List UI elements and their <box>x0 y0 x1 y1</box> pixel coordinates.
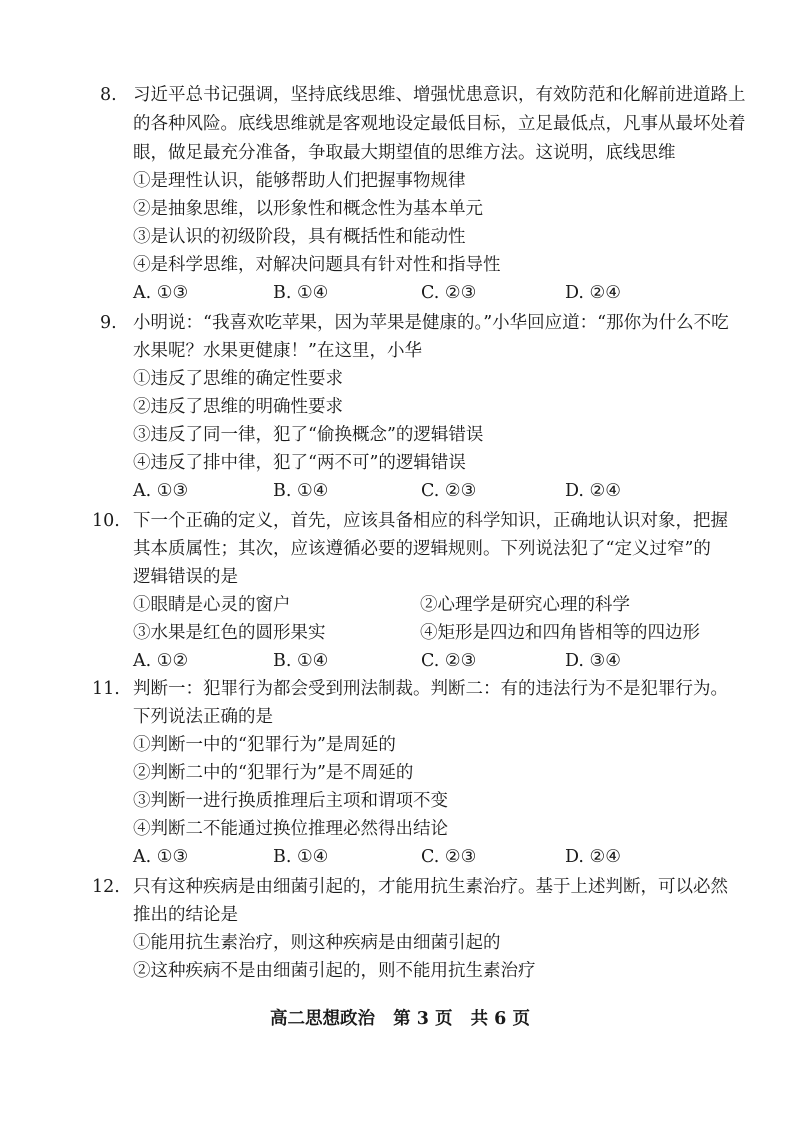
statement: ③违反了同一律，犯了“偷换概念”的逻辑错误 <box>133 425 484 445</box>
option-a: A. ①③ <box>133 283 189 303</box>
footer-total-pages: 共 6 页 <box>470 1009 530 1029</box>
option-a: A. ①② <box>133 651 189 671</box>
question-stem-line: 习近平总书记强调，坚持底线思维、增强忧患意识，有效防范和化解前进道路上 <box>133 85 746 105</box>
option-b: B. ①④ <box>273 481 329 501</box>
question-stem-line: 推出的结论是 <box>133 905 238 925</box>
footer-page-number: 第 3 页 <box>393 1009 453 1029</box>
statement: ①违反了思维的确定性要求 <box>133 369 343 389</box>
statement: ④矩形是四边和四角皆相等的四边形 <box>420 623 700 643</box>
statement: ④违反了排中律，犯了“两不可”的逻辑错误 <box>133 453 466 473</box>
question-stem-line: 下一个正确的定义，首先，应该具备相应的科学知识，正确地认识对象，把握 <box>133 511 728 531</box>
answer-options <box>133 846 753 868</box>
answer-options <box>133 650 753 672</box>
question-number: 11. <box>92 679 120 699</box>
option-c: C. ②③ <box>421 847 477 867</box>
statement: ①是理性认识，能够帮助人们把握事物规律 <box>133 171 466 191</box>
option-d: D. ②④ <box>565 481 621 501</box>
statement: ④判断二不能通过换位推理必然得出结论 <box>133 819 448 839</box>
question-number: 9. <box>100 313 117 333</box>
option-c: C. ②③ <box>421 283 477 303</box>
question-stem-line: 逻辑错误的是 <box>133 567 238 587</box>
option-b: B. ①④ <box>273 651 329 671</box>
question-stem-line: 水果呢？水果更健康！”在这里，小华 <box>133 341 422 361</box>
option-a: A. ①③ <box>133 481 189 501</box>
statement: ④是科学思维，对解决问题具有针对性和指导性 <box>133 255 501 275</box>
option-c: C. ②③ <box>421 651 477 671</box>
question-number: 12. <box>92 877 120 897</box>
statement: ①判断一中的“犯罪行为”是周延的 <box>133 735 396 755</box>
question-number: 10. <box>92 511 120 531</box>
question-stem-line: 眼，做足最充分准备，争取最大期望值的思维方法。这说明，底线思维 <box>133 143 676 163</box>
question-stem-line: 判断一：犯罪行为都会受到刑法制裁。判断二：有的违法行为不是犯罪行为。 <box>133 679 728 699</box>
statement: ②违反了思维的明确性要求 <box>133 397 343 417</box>
option-d: D. ②④ <box>565 283 621 303</box>
statement: ①眼睛是心灵的窗户 <box>133 595 291 615</box>
option-d: D. ③④ <box>565 651 621 671</box>
question-number: 8. <box>100 85 117 105</box>
option-c: C. ②③ <box>421 481 477 501</box>
statement: ①能用抗生素治疗，则这种疾病是由细菌引起的 <box>133 933 501 953</box>
question-stem-line: 其本质属性；其次，应该遵循必要的逻辑规则。下列说法犯了“定义过窄”的 <box>133 539 711 559</box>
statement: ②判断二中的“犯罪行为”是不周延的 <box>133 763 414 783</box>
option-b: B. ①④ <box>273 847 329 867</box>
statement: ③是认识的初级阶段，具有概括性和能动性 <box>133 227 466 247</box>
statement: ③判断一进行换质推理后主项和谓项不变 <box>133 791 448 811</box>
footer-subject: 高二思想政治 <box>270 1009 376 1029</box>
option-a: A. ①③ <box>133 847 189 867</box>
question-stem-line: 小明说：“我喜欢吃苹果，因为苹果是健康的。”小华回应道：“那你为什么不吃 <box>133 313 729 333</box>
question-stem-line: 下列说法正确的是 <box>133 707 273 727</box>
page-footer <box>0 1008 800 1030</box>
option-b: B. ①④ <box>273 283 329 303</box>
option-d: D. ②④ <box>565 847 621 867</box>
statement: ②这种疾病不是由细菌引起的，则不能用抗生素治疗 <box>133 961 536 981</box>
answer-options <box>133 480 753 502</box>
statement: ②心理学是研究心理的科学 <box>420 595 630 615</box>
statement: ③水果是红色的圆形果实 <box>133 623 326 643</box>
question-stem-line: 的各种风险。底线思维就是客观地设定最低目标，立足最低点，凡事从最坏处着 <box>133 114 746 134</box>
answer-options <box>133 282 753 304</box>
statement: ②是抽象思维，以形象性和概念性为基本单元 <box>133 199 483 219</box>
question-stem-line: 只有这种疾病是由细菌引起的，才能用抗生素治疗。基于上述判断，可以必然 <box>133 877 728 897</box>
